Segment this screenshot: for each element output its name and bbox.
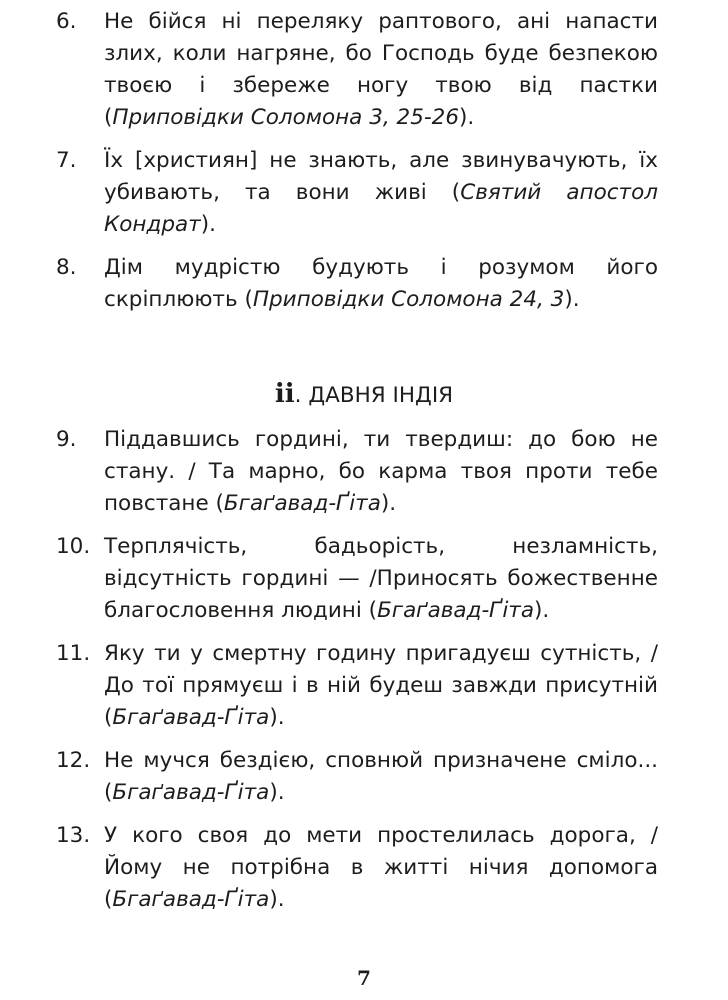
quote-close: ). <box>459 105 475 130</box>
quote-source: Бгаґавад-Ґіта <box>112 780 270 805</box>
quote-text: Піддавшись гордині, ти твердиш: до бою не стану. / Та марно, бо карма твоя проти тебе повстане ( <box>104 427 658 516</box>
quote-number: 8. <box>56 255 77 280</box>
section-heading <box>0 376 728 414</box>
quote-text: Не мучся бездією, сповнюй призначене сміло... ( <box>104 748 658 805</box>
quote-text: Терплячість, бадьорість, незламність, відсутність гордині — /Приносять божественне благословення людині ( <box>104 534 658 623</box>
quote-number: 11. <box>56 641 91 666</box>
quote-source: Святий апостол Кондрат <box>104 180 658 237</box>
quote-text: Не бійся ні переляку раптового, ані напасти злих, коли нагряне, бо Господь буде безпекою твоєю і збереже ногу твою від пастки ( <box>104 9 658 130</box>
quote-close: ). <box>269 705 285 730</box>
quote-list-section-a <box>56 6 658 327</box>
quote-item <box>56 638 658 734</box>
quote-number: 12. <box>56 748 91 773</box>
quote-list-section-b <box>56 424 658 927</box>
quote-number: 13. <box>56 823 91 848</box>
quote-source: Бгаґавад-Ґіта <box>112 705 270 730</box>
quote-item <box>56 745 658 809</box>
quote-source: Приповідки Соломона 24, 3 <box>252 287 565 312</box>
quote-close: ). <box>269 887 285 912</box>
quote-number: 7. <box>56 148 77 173</box>
quote-close: ). <box>380 491 397 516</box>
quote-number: 10. <box>56 534 91 559</box>
quote-close: ). <box>534 598 550 623</box>
quote-item <box>56 6 658 134</box>
quote-close: ). <box>564 287 580 312</box>
page-number: 7 <box>357 966 371 990</box>
quote-text: Дім мудрістю будують і розумом його скріплюють ( <box>104 255 658 312</box>
quote-item <box>56 252 658 316</box>
quote-source: Бгаґавад-Ґіта <box>112 887 270 912</box>
section-numeral: ii <box>274 379 295 409</box>
quote-item <box>56 820 658 916</box>
quote-number: 6. <box>56 9 77 34</box>
quote-text: Їх [християн] не знають, але звинувачують, їх убивають, та вони живі ( <box>104 148 658 205</box>
quote-source: Бгаґавад-Ґіта <box>223 491 381 516</box>
section-title: . ДАВНЯ ІНДІЯ <box>294 383 454 408</box>
quote-source: Приповідки Соломона 3, 25-26 <box>112 105 460 130</box>
quote-close: ). <box>269 780 285 805</box>
quote-number: 9. <box>56 427 77 452</box>
quote-item <box>56 424 658 520</box>
quote-text: Яку ти у смертну годину пригадуєш сутність, / До тої прямуєш і в ній будеш завжди присутній ( <box>104 641 658 730</box>
quote-source: Бгаґавад-Ґіта <box>377 598 535 623</box>
quote-item <box>56 531 658 627</box>
quote-text: У кого своя до мети простелилась дорога, / Йому не потрібна в житті нічия допомога ( <box>104 823 658 912</box>
quote-item <box>56 145 658 241</box>
quote-close: ). <box>200 212 216 237</box>
